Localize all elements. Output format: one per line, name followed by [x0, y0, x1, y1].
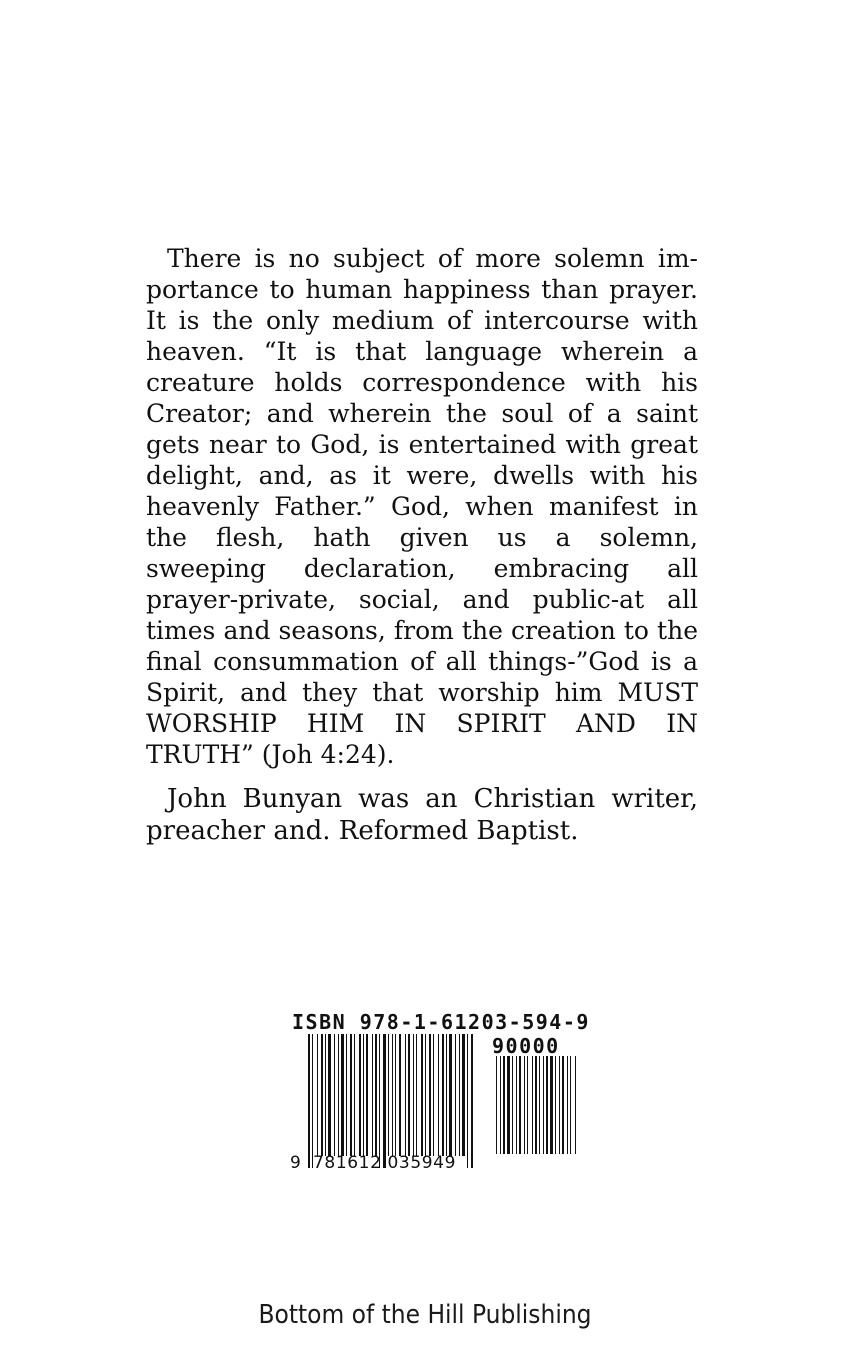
- barcode-bar: [317, 1034, 318, 1156]
- barcode-bar: [341, 1034, 344, 1156]
- barcode-bar: [421, 1034, 423, 1156]
- addon-bar: [535, 1056, 537, 1154]
- addon-bar: [555, 1056, 556, 1154]
- addon-bar: [546, 1056, 548, 1154]
- barcode-bar: [467, 1034, 468, 1168]
- addon-bar: [507, 1056, 510, 1154]
- barcode-bar: [325, 1034, 326, 1156]
- barcode-bar: [383, 1034, 386, 1168]
- addon-bar: [524, 1056, 525, 1154]
- isbn-label: ISBN 978-1-61203-594-9: [292, 1010, 590, 1034]
- addon-bar: [496, 1056, 497, 1154]
- barcode-bar: [312, 1034, 313, 1168]
- publisher-name: Bottom of the Hill Publishing: [258, 1300, 592, 1330]
- addon-bar: [575, 1056, 576, 1154]
- blurb-paragraph-author: John Bunyan was an Christian writer, preacher and. Reformed Baptist.: [146, 784, 698, 846]
- addon-bar: [559, 1056, 560, 1154]
- barcode-bar: [308, 1034, 310, 1168]
- barcode-bar: [338, 1034, 339, 1156]
- barcode-bar: [438, 1034, 439, 1156]
- barcode-bar: [328, 1034, 331, 1156]
- cover-blurb: [146, 243, 698, 847]
- ean-lead-digit: 9: [290, 1153, 301, 1173]
- barcode-bar: [408, 1034, 410, 1156]
- barcode-bar: [388, 1034, 389, 1156]
- barcode-bar: [416, 1034, 417, 1156]
- isbn-barcode: [290, 1010, 590, 1180]
- ean-digits: 781612 035949: [313, 1153, 456, 1173]
- barcode-bar: [413, 1034, 414, 1156]
- barcode-bar: [321, 1034, 323, 1156]
- barcode-bar: [372, 1034, 373, 1156]
- barcode-bar: [446, 1034, 447, 1156]
- barcode-bar: [334, 1034, 335, 1156]
- barcode-bar: [395, 1034, 396, 1156]
- barcode-bar: [455, 1034, 456, 1156]
- addon-bar: [527, 1056, 528, 1154]
- barcode-bar: [442, 1034, 444, 1156]
- barcode-bar: [354, 1034, 355, 1156]
- addon-bar: [500, 1056, 501, 1154]
- barcode-bar: [392, 1034, 393, 1156]
- addon-bar: [532, 1056, 533, 1154]
- addon-bar: [519, 1056, 521, 1154]
- barcode-bar: [375, 1034, 377, 1156]
- barcode-bar: [363, 1034, 364, 1156]
- barcode-bar: [429, 1034, 431, 1156]
- addon-bar: [567, 1056, 568, 1154]
- addon-bar: [570, 1056, 571, 1154]
- barcode-bar: [459, 1034, 460, 1156]
- barcode-bar: [425, 1034, 426, 1156]
- barcode-bar: [350, 1034, 352, 1156]
- addon-bar: [550, 1056, 553, 1154]
- addon-bar: [503, 1056, 505, 1154]
- barcode-bar: [449, 1034, 452, 1156]
- addon-bar: [539, 1056, 540, 1154]
- barcode-bar: [379, 1034, 380, 1168]
- barcode-bar: [366, 1034, 368, 1156]
- addon-bar: [562, 1056, 564, 1154]
- barcode-bar: [399, 1034, 401, 1156]
- price-code: 90000: [492, 1034, 560, 1058]
- barcode-bar: [359, 1034, 361, 1156]
- blurb-paragraph-description: There is no subject of more solemn importance to human happiness than prayer. It is the only medium of intercourse with heaven. “It is that language wherein a creature holds correspondence with his Creator; and wherein the soul of a saint gets near to God, is entertained with great delight, and, as it were, dwells with his heavenly Father.” God, when manifest in the flesh, hath given us a solemn, sweeping declaration, embracing all prayer-private, social, and public-at all times and seasons, from the creation to the final consummation of all things-”God is a Spirit, and they that worship him MUST WORSHIP HIM IN SPIRIT AND IN TRUTH” (Joh 4:24).: [146, 244, 698, 769]
- barcode-bar: [471, 1034, 473, 1168]
- addon-bar: [543, 1056, 544, 1154]
- addon-bar: [516, 1056, 517, 1154]
- barcode-bar: [462, 1034, 465, 1156]
- barcode-bar: [405, 1034, 406, 1156]
- addon-bar: [512, 1056, 513, 1154]
- barcode-bar: [346, 1034, 347, 1156]
- barcode-bar: [433, 1034, 434, 1156]
